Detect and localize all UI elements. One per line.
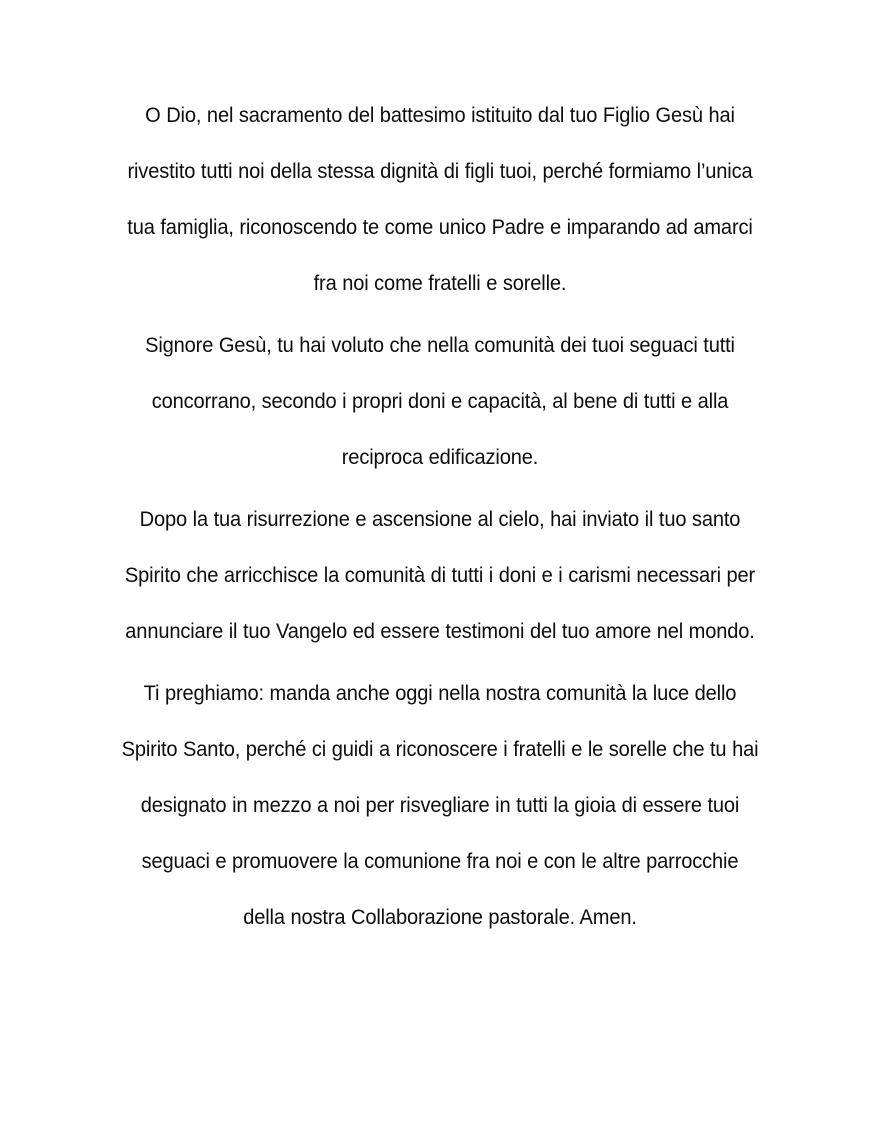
paragraph-holy-spirit-gifts: Dopo la tua risurrezione e ascensione al cielo, hai inviato il tuo santo Spirito che arricchisce la comunità di tutti i doni e i carismi necessari per annunciare il tuo Vangelo ed essere testimoni del tuo amore nel mondo. (124, 508, 756, 643)
paragraph-final-petition: Ti preghiamo: manda anche oggi nella nostra comunità la luce dello Spirito Santo, perché ci guidi a riconoscere i fratelli e le sorelle che tu hai designato in mezzo a noi per risvegliare in tutti la gioia di essere tuoi seguaci e promuovere la comunione fra noi e con le altre parrocchie della nostra Collaborazione pastorale. Amen. (121, 682, 759, 929)
paragraph-christ-community: Signore Gesù, tu hai voluto che nella comunità dei tuoi seguaci tutti concorrano, secondo i propri doni e capacità, al bene di tutti e alla reciproca edificazione. (145, 334, 735, 469)
document-body (104, 88, 776, 946)
paragraph-baptism-invocation: O Dio, nel sacramento del battesimo istituito dal tuo Figlio Gesù hai rivestito tutti noi della stessa dignità di figli tuoi, perché formiamo l’unica tua famiglia, riconoscendo te come unico Padre e imparando ad amarci fra noi come fratelli e sorelle. (127, 104, 753, 295)
